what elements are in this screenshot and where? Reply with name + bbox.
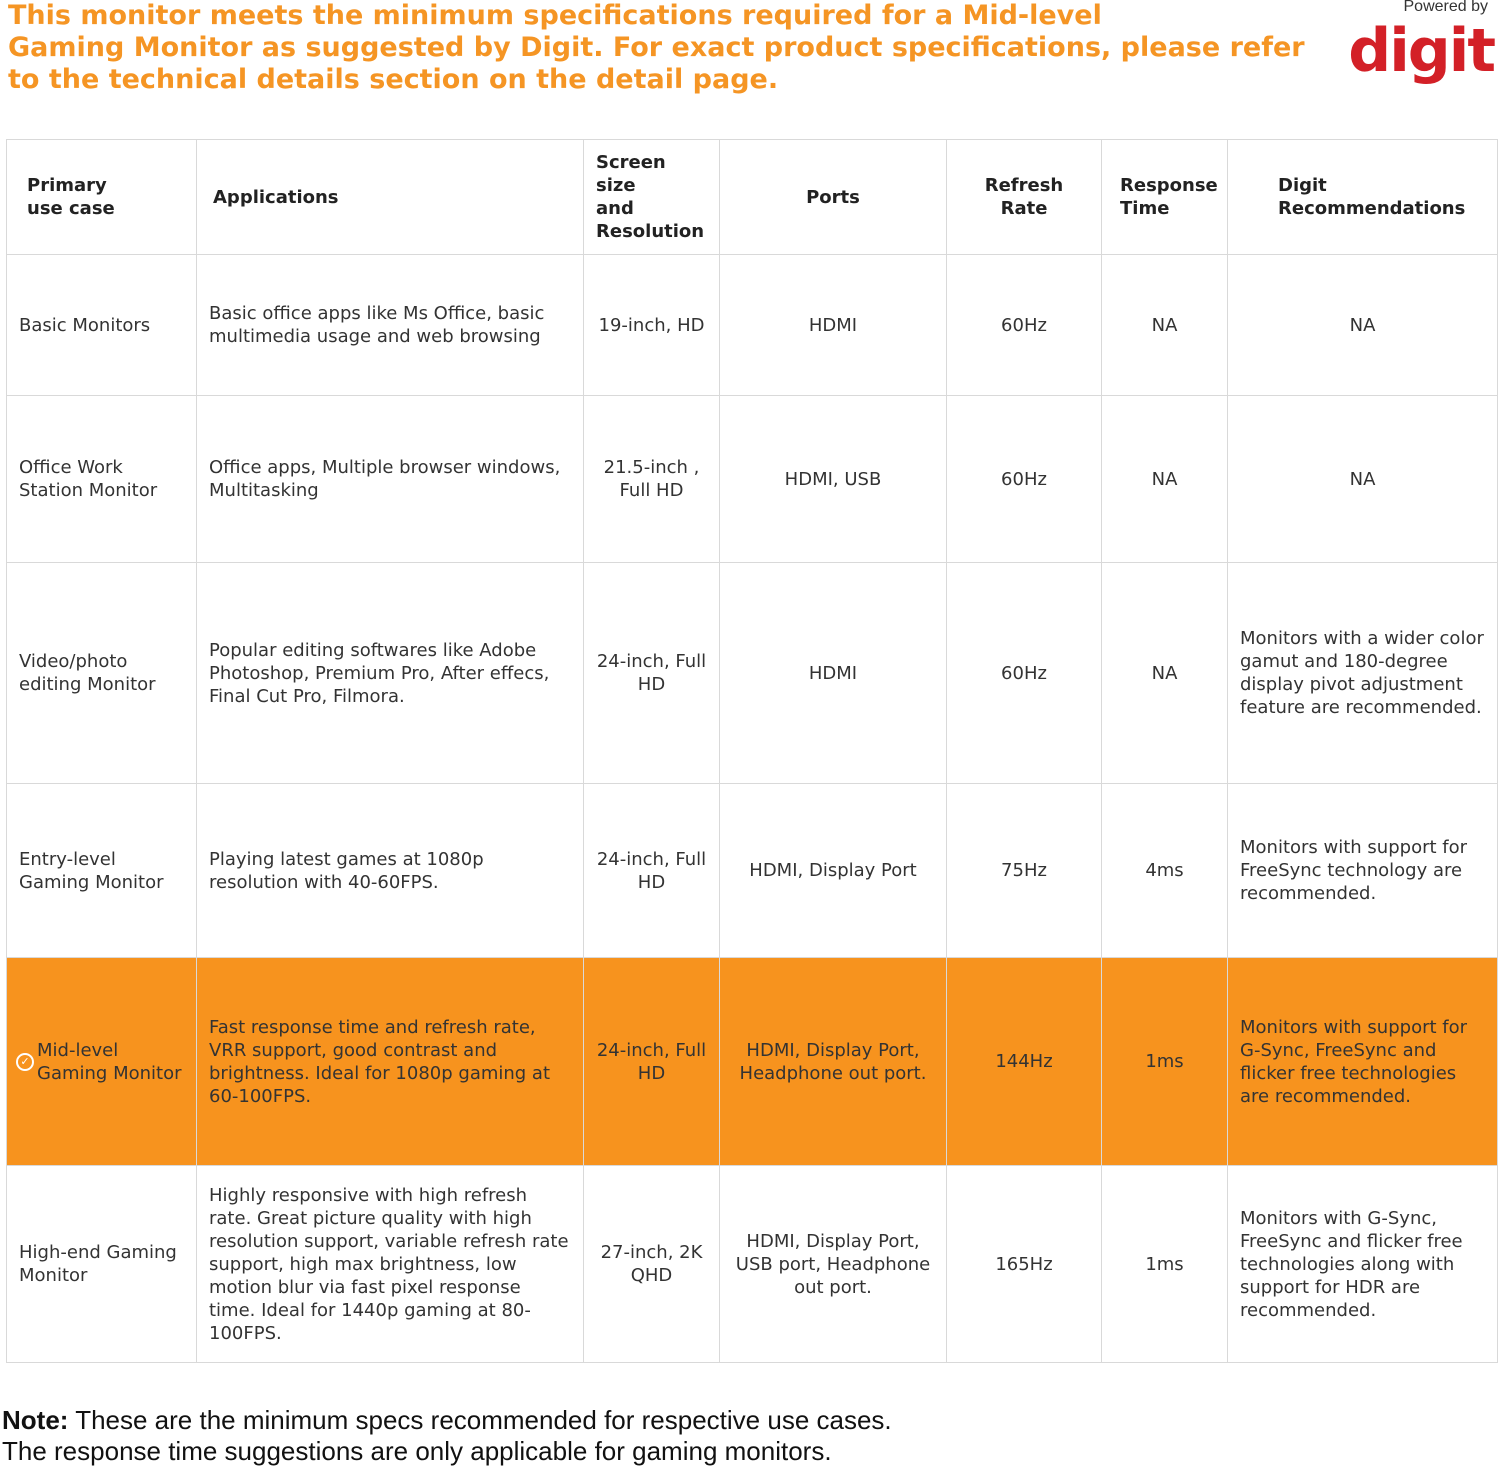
col-header-use-case (7, 140, 197, 255)
col-header-text: Refresh Rate (984, 175, 1064, 219)
spec-table (6, 139, 1498, 1363)
cell-screen: 24-inch, Full HD (584, 784, 720, 958)
note-text-1: These are the minimum specs recommended for respective use cases. (68, 1405, 892, 1435)
cell-refresh: 60Hz (947, 563, 1102, 784)
table-row (7, 396, 1498, 563)
cell-screen: 21.5-inch , Full HD (584, 396, 720, 563)
cell-use-case: Office Work Station Monitor (7, 396, 197, 563)
cell-ports: HDMI (720, 563, 947, 784)
cell-ports: HDMI (720, 255, 947, 396)
cell-refresh: 60Hz (947, 396, 1102, 563)
cell-ports: HDMI, Display Port (720, 784, 947, 958)
headline-line-1: This monitor meets the minimum specifications required for a Mid-level (8, 0, 1102, 31)
cell-recommendation: Monitors with support for G-Sync, FreeSync and flicker free technologies are recommended. (1228, 958, 1498, 1166)
cell-refresh: 144Hz (947, 958, 1102, 1166)
headline-line-2: Gaming Monitor as suggested by Digit. For exact product specifications, please refer (8, 32, 1305, 63)
note-label: Note: (2, 1405, 69, 1435)
use-case-wrap (17, 1039, 184, 1085)
cell-use-case: High-end Gaming Monitor (7, 1166, 197, 1363)
col-header-text: Applications (213, 186, 339, 208)
cell-ports: HDMI, Display Port, USB port, Headphone out port. (720, 1166, 947, 1363)
cell-applications: Basic office apps like Ms Office, basic multimedia usage and web browsing (197, 255, 584, 396)
table-row (7, 255, 1498, 396)
headline-line-3: to the technical details section on the detail page. (8, 64, 779, 95)
cell-response: NA (1102, 255, 1228, 396)
cell-refresh: 75Hz (947, 784, 1102, 958)
cell-applications: Playing latest games at 1080p resolution with 40-60FPS. (197, 784, 584, 958)
cell-applications: Popular editing softwares like Adobe Photoshop, Premium Pro, After effecs, Final Cut Pro, Filmora. (197, 563, 584, 784)
cell-screen: 27-inch, 2K QHD (584, 1166, 720, 1363)
use-case-text: Mid-level Gaming Monitor (37, 1039, 182, 1084)
footnote-line-1 (2, 1405, 892, 1436)
powered-by-label: Powered by (1403, 0, 1488, 15)
cell-response: 4ms (1102, 784, 1228, 958)
footnote-line-2: The response time suggestions are only applicable for gaming monitors. (2, 1436, 832, 1466)
table-row (7, 563, 1498, 784)
col-header-text: Ports (806, 186, 860, 208)
cell-use-case: Entry-level Gaming Monitor (7, 784, 197, 958)
cell-screen: 19-inch, HD (584, 255, 720, 396)
cell-applications: Fast response time and refresh rate, VRR support, good contrast and brightness. Ideal for 1080p gaming at 60-100FPS. (197, 958, 584, 1166)
cell-response: 1ms (1102, 1166, 1228, 1363)
cell-response: NA (1102, 396, 1228, 563)
cell-use-case (7, 958, 197, 1166)
cell-recommendation: NA (1228, 396, 1498, 563)
cell-ports: HDMI, USB (720, 396, 947, 563)
col-header-ports (720, 140, 947, 255)
table-row (7, 784, 1498, 958)
col-header-refresh (947, 140, 1102, 255)
cell-applications: Highly responsive with high refresh rate. Great picture quality with high resolution support, variable refresh rate support, high max brightness, low motion blur via fast pixel response time. Ideal for 1440p gaming at 80-100FPS. (197, 1166, 584, 1363)
col-header-text: Digit Recommendations (1278, 175, 1466, 219)
col-header-text: Response Time (1120, 175, 1218, 219)
check-circle-icon: ✓ (16, 1053, 34, 1071)
cell-recommendation: Monitors with a wider color gamut and 180-degree display pivot adjustment feature are recommended. (1228, 563, 1498, 784)
cell-recommendation: Monitors with G-Sync, FreeSync and flicker free technologies along with support for HDR are recommended. (1228, 1166, 1498, 1363)
cell-screen: 24-inch, Full HD (584, 563, 720, 784)
table-header-row (7, 140, 1498, 255)
cell-recommendation: Monitors with support for FreeSync technology are recommended. (1228, 784, 1498, 958)
cell-ports: HDMI, Display Port, Headphone out port. (720, 958, 947, 1166)
cell-refresh: 165Hz (947, 1166, 1102, 1363)
table-row (7, 1166, 1498, 1363)
digit-logo: digit (1348, 16, 1494, 86)
col-header-applications (197, 140, 584, 255)
col-header-screen (584, 140, 720, 255)
cell-response: NA (1102, 563, 1228, 784)
cell-response: 1ms (1102, 958, 1228, 1166)
cell-applications: Office apps, Multiple browser windows, Multitasking (197, 396, 584, 563)
cell-screen: 24-inch, Full HD (584, 958, 720, 1166)
footnote (2, 1405, 892, 1467)
cell-use-case: Basic Monitors (7, 255, 197, 396)
cell-recommendation: NA (1228, 255, 1498, 396)
col-header-recommendations (1228, 140, 1498, 255)
col-header-text: Primary use case (27, 175, 115, 219)
col-header-text: Screen size and Resolution (596, 152, 705, 242)
table-row-highlighted (7, 958, 1498, 1166)
cell-use-case: Video/photo editing Monitor (7, 563, 197, 784)
headline (8, 0, 1308, 96)
cell-refresh: 60Hz (947, 255, 1102, 396)
col-header-response (1102, 140, 1228, 255)
